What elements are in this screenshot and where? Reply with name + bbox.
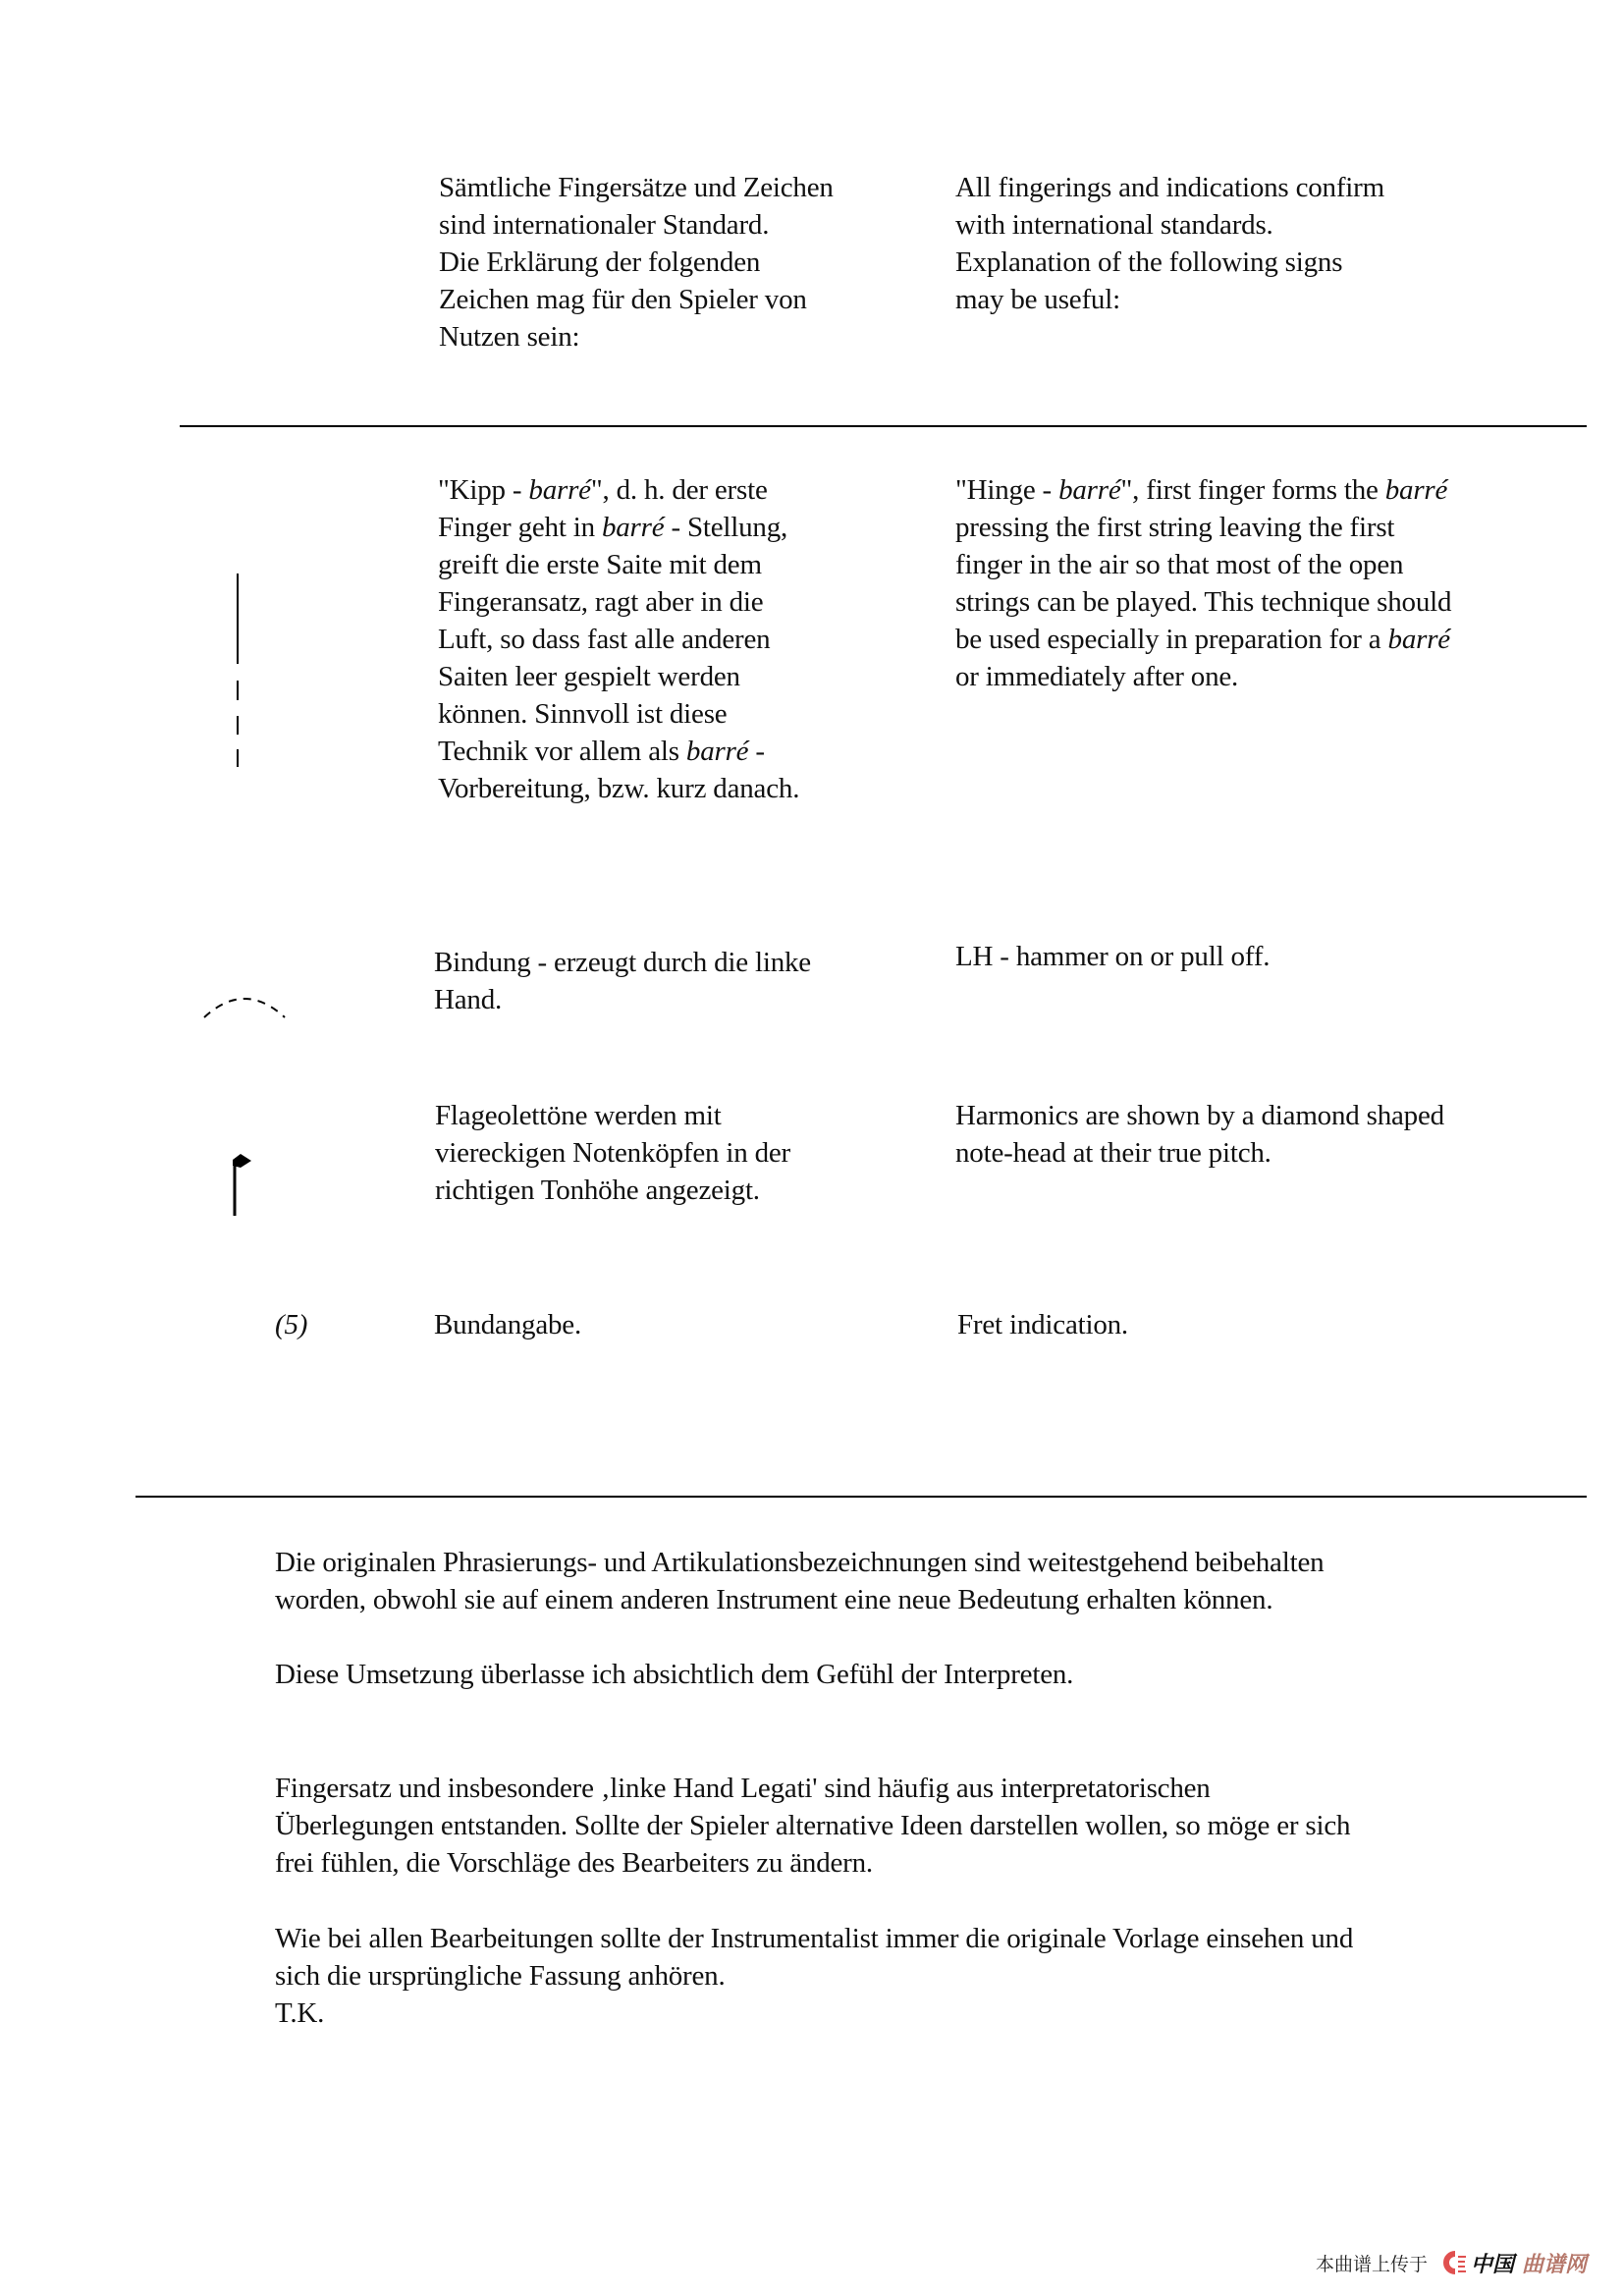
intro-english-line: may be useful: (955, 284, 1120, 315)
text-line (955, 658, 1451, 695)
intro-german (439, 169, 834, 355)
text-line (438, 509, 799, 546)
watermark (1316, 2247, 1587, 2278)
italic-term: barré (1384, 474, 1448, 506)
site-brand-part2: 曲谱网 (1522, 2252, 1588, 2277)
closing-line: Wie bei allen Bearbeitungen sollte der Instrumentalist immer die originale Vorlage einsehen und (275, 1923, 1354, 1954)
italic-term: barré (1058, 474, 1121, 506)
text-run: Luft, so dass fast alle anderen (438, 624, 771, 655)
hinge-barre-icon (232, 570, 243, 772)
intro-english-line: with international standards. (955, 209, 1273, 241)
text-run: "Hinge - (955, 474, 1059, 506)
harmonics-german-line: Flageolettöne werden mit (435, 1100, 722, 1131)
text-run: or immediately after one. (955, 661, 1239, 692)
slur-english-line: LH - hammer on or pull off. (955, 941, 1271, 972)
text-line (955, 621, 1451, 658)
intro-german-line: Sämtliche Fingersätze und Zeichen (439, 172, 834, 203)
text-line (438, 471, 799, 509)
harmonics-german-line: viereckigen Notenköpfen in der (435, 1137, 790, 1169)
closing-line: frei fühlen, die Vorschläge des Bearbeiters zu ändern. (275, 1847, 873, 1879)
closing-paragraph-3 (275, 1770, 1350, 1882)
text-run: pressing the first string leaving the first (955, 512, 1395, 543)
closing-line: Die originalen Phrasierungs- und Artikulationsbezeichnungen sind weitestgehend beibehalten (275, 1547, 1325, 1578)
harmonics-english-line: note-head at their true pitch. (955, 1137, 1271, 1169)
fret-german-line: Bundangabe. (434, 1309, 582, 1340)
hinge-barre-english (955, 471, 1451, 695)
text-run: strings can be played. This technique should (955, 586, 1452, 618)
slur-german-line: Hand. (434, 984, 503, 1015)
text-line (438, 546, 799, 583)
text-line (438, 621, 799, 658)
closing-paragraph-2 (275, 1656, 1073, 1693)
text-line (955, 546, 1451, 583)
closing-line: Überlegungen entstanden. Sollte der Spieler alternative Ideen darstellen wollen, so möge er sich (275, 1810, 1351, 1841)
text-run: Fingeransatz, ragt aber in die (438, 586, 764, 618)
text-run: ", d. h. der erste (590, 474, 768, 506)
fret-symbol-text: (5) (275, 1309, 308, 1340)
intro-english-line: Explanation of the following signs (955, 246, 1343, 278)
harmonics-english (955, 1097, 1444, 1172)
intro-german-line: sind internationaler Standard. (439, 209, 770, 241)
text-run: - (748, 736, 765, 767)
fret-english (957, 1306, 1128, 1343)
text-run: Technik vor allem als (438, 736, 686, 767)
closing-paragraph-1 (275, 1544, 1324, 1618)
fret-english-line: Fret indication. (957, 1309, 1128, 1340)
text-line (438, 695, 799, 733)
text-line (438, 583, 799, 621)
text-run: greift die erste Saite mit dem (438, 549, 762, 580)
site-brand-part1: 中国 (1471, 2252, 1515, 2277)
closing-line: sich die ursprüngliche Fassung anhören. (275, 1960, 726, 1992)
text-line (438, 770, 799, 807)
intro-german-line: Die Erklärung der folgenden (439, 246, 761, 278)
intro-english (955, 169, 1384, 318)
text-run: - Stellung, (664, 512, 788, 543)
text-line (955, 471, 1451, 509)
fret-symbol (275, 1306, 307, 1343)
diamond-notehead-icon (226, 1151, 261, 1222)
text-line (438, 733, 799, 770)
text-line (955, 583, 1451, 621)
text-run: können. Sinnvoll ist diese (438, 698, 728, 730)
italic-term: barré (685, 736, 749, 767)
closing-line: worden, obwohl sie auf einem anderen Instrument eine neue Bedeutung erhalten können. (275, 1584, 1273, 1615)
italic-term: barré (601, 512, 665, 543)
fret-german (434, 1306, 581, 1343)
hinge-barre-german (438, 471, 799, 807)
dashed-slur-icon (200, 986, 289, 1021)
intro-german-line: Zeichen mag für den Spieler von (439, 284, 807, 315)
section-divider-top (180, 425, 1587, 427)
site-logo-icon (1441, 2251, 1467, 2274)
section-divider-bottom (135, 1496, 1587, 1498)
slur-english (955, 938, 1270, 975)
site-logo[interactable] (1441, 2248, 1587, 2278)
harmonics-english-line: Harmonics are shown by a diamond shaped (955, 1100, 1444, 1131)
text-run: Vorbereitung, bzw. kurz danach. (438, 773, 800, 804)
intro-english-line: All fingerings and indications confirm (955, 172, 1384, 203)
slur-german (434, 944, 811, 1018)
text-run: finger in the air so that most of the open (955, 549, 1404, 580)
closing-line: Fingersatz und insbesondere ‚linke Hand Legati' sind häufig aus interpretatorischen (275, 1773, 1211, 1804)
text-run: be used especially in preparation for a (955, 624, 1388, 655)
italic-term: barré (1387, 624, 1450, 655)
closing-paragraph-4 (275, 1920, 1353, 2032)
harmonics-german-line: richtigen Tonhöhe angezeigt. (435, 1175, 760, 1206)
text-line (955, 509, 1451, 546)
slur-german-line: Bindung - erzeugt durch die linke (434, 947, 811, 978)
text-run: Finger geht in (438, 512, 602, 543)
signature: T.K. (275, 1997, 325, 2029)
text-run: ", first finger forms the (1120, 474, 1385, 506)
closing-line: Diese Umsetzung überlasse ich absichtlich dem Gefühl der Interpreten. (275, 1659, 1074, 1690)
harmonics-german (435, 1097, 790, 1209)
italic-term: barré (528, 474, 591, 506)
intro-german-line: Nutzen sein: (439, 321, 580, 353)
watermark-prefix: 本曲谱上传于 (1316, 2253, 1429, 2275)
text-line (438, 658, 799, 695)
text-run: Saiten leer gespielt werden (438, 661, 740, 692)
text-run: "Kipp - (438, 474, 529, 506)
